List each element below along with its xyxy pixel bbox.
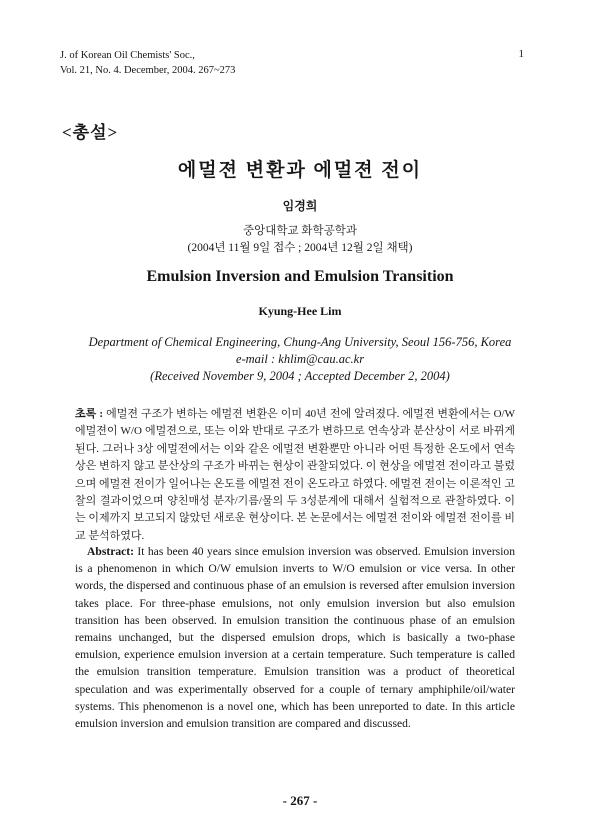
author-korean: 임경희 bbox=[282, 199, 318, 213]
abstract-english-text: It has been 40 years since emulsion inversion was observed. Emulsion inversion is a phenomenon in which O/W emulsion inverts to W/O emulsion or vice versa. In other words, the dispersed and continuous phase of an emulsion is reversed after emulsion inversion takes place. For three-phase emulsions, not only emulsion inversion but also emulsion transition has been observed. In emulsion transition the continuous phase of an emulsion remains unchanged, but the dispersed emulsion drops, which is basically a two-phase emulsion, experience emulsion inversion at a certain temperature. Such temperature is called the emulsion transition temperature. Emulsion transition was a product of theoretical speculation and was experimentally observed for a couple of ternary amphiphile/oil/water systems. This phenomenon is a novel one, which has been unreported to date. In this article emulsion inversion and emulsion transition are compared and discussed. bbox=[75, 545, 516, 731]
abstract-english-label: Abstract: bbox=[87, 545, 138, 558]
title-english: Emulsion Inversion and Emulsion Transition bbox=[146, 268, 454, 285]
journal-volume: Vol. 21, No. 4. December, 2004. 267~273 bbox=[60, 65, 236, 76]
email-address: e-mail : khlim@cau.ac.kr bbox=[235, 352, 365, 366]
dates-korean: (2004년 11월 9일 접수 ; 2004년 12월 2일 채택) bbox=[187, 242, 413, 254]
abstract-korean-text: 에멀젼 구조가 변하는 에멀젼 변환은 이미 40년 전에 알려졌다. 에멀젼 변환에서는 O/W 에멀젼이 W/O 에멀젼으로, 또는 이와 반대로 구조가 변하므로 연속상과 분산상이 서로 바뀌게 된다. 그러나 3상 에멀젼에서는 이와 같은 에멀젼 변환뿐만 아니라 어떤 특정한 온도에서 연속상은 변하지 않고 분산상의 구조가 바뀌는 현상이 관찰되었다. 이 현상을 에멀젼 전이라고 불렀으며 에멀젼 전이가 일어나는 온도를 에멀젼 전이 온도라고 하였다. 에멀젼 전이는 이론적인 고찰의 결과이었으며 양친매성 분자/기름/물의 두 3성분계에 대해서 실험적으로 관찰하였다. 이는 이제까지 보고되지 않았던 새로운 현상이다. 본 논문에서는 에멀젼 전이와 에멀젼 전이를 비교 분석하였다. bbox=[75, 408, 515, 542]
page-number-top: 1 bbox=[518, 48, 524, 60]
affiliation-korean: 중앙대학교 화학공학과 bbox=[243, 225, 357, 237]
dates-english: (Received November 9, 2004 ; Accepted December 2, 2004) bbox=[150, 369, 450, 383]
section-tag: <총설> bbox=[62, 123, 119, 142]
abstract-korean bbox=[75, 406, 515, 545]
abstract-korean-label: 초록 : bbox=[75, 408, 107, 420]
author-english: Kyung-Hee Lim bbox=[258, 304, 342, 318]
affiliation-english: Department of Chemical Engineering, Chung-Ang University, Seoul 156-756, Korea bbox=[88, 335, 512, 349]
page-number-bottom: - 267 - bbox=[282, 793, 318, 808]
journal-name: J. of Korean Oil Chemists' Soc., bbox=[60, 50, 195, 61]
title-korean: 에멀젼 변환과 에멀젼 전이 bbox=[177, 160, 423, 181]
abstract-english bbox=[75, 543, 515, 732]
journal-citation bbox=[60, 48, 235, 78]
